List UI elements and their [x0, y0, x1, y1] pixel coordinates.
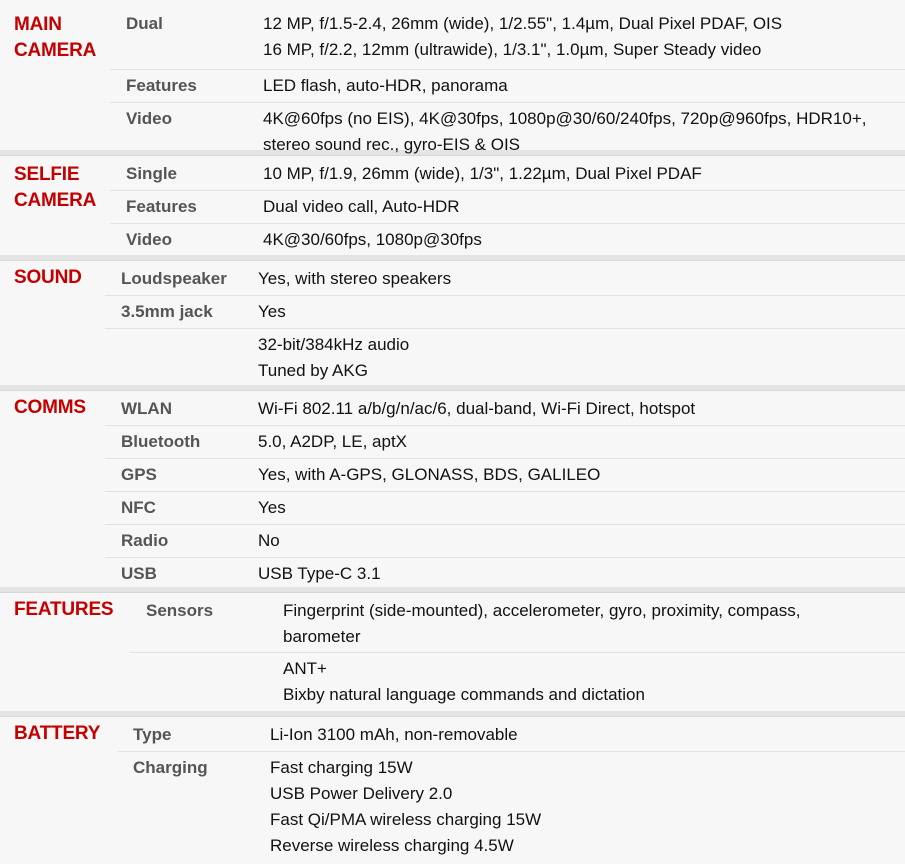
spec-row — [105, 458, 905, 491]
section-sound — [0, 260, 905, 385]
spec-label: USB — [121, 564, 157, 583]
spec-row — [117, 719, 905, 751]
spec-row — [110, 102, 905, 160]
spec-value: ANT+ Bixby natural language commands and dictation — [283, 659, 645, 704]
spec-row — [105, 295, 905, 328]
spec-row — [110, 69, 905, 102]
category-title: SELFIE CAMERA — [14, 164, 97, 211]
spec-value: Dual video call, Auto-HDR — [263, 197, 460, 216]
spec-label: Charging — [133, 758, 208, 777]
spec-row — [130, 595, 905, 652]
spec-row — [105, 263, 905, 295]
spec-label: Radio — [121, 531, 169, 550]
spec-row — [105, 425, 905, 458]
spec-row — [105, 393, 905, 425]
spec-label — [105, 329, 258, 386]
category-title: MAIN CAMERA — [14, 14, 97, 61]
spec-label: 3.5mm jack — [121, 302, 213, 321]
spec-value: Fast charging 15W USB Power Delivery 2.0 Fast Qi/PMA wireless charging 15W Reverse wireless charging 4.5W — [270, 758, 542, 855]
spec-value: Fingerprint (side-mounted), accelerometer, gyro, proximity, compass, barometer — [283, 601, 801, 646]
spec-value: Yes — [258, 302, 286, 321]
spec-label: GPS — [121, 465, 157, 484]
spec-value: 10 MP, f/1.9, 26mm (wide), 1/3", 1.22µm, Dual Pixel PDAF — [263, 164, 702, 183]
spec-row — [110, 8, 905, 69]
section-features — [0, 592, 905, 711]
section-comms — [0, 390, 905, 587]
spec-value: Yes, with stereo speakers — [258, 269, 452, 288]
spec-row — [130, 652, 905, 710]
spec-value: No — [258, 531, 280, 550]
spec-value: 4K@30/60fps, 1080p@30fps — [263, 230, 482, 249]
spec-label: Bluetooth — [121, 432, 201, 451]
spec-value: 32-bit/384kHz audio Tuned by AKG — [258, 335, 410, 380]
category-title: SOUND — [14, 267, 82, 288]
spec-row — [110, 223, 905, 256]
spec-row — [117, 751, 905, 860]
category-title: BATTERY — [14, 723, 101, 744]
spec-value: Yes — [258, 498, 286, 517]
spec-label: Sensors — [146, 601, 214, 620]
spec-value: Wi-Fi 802.11 a/b/g/n/ac/6, dual-band, Wi-Fi Direct, hotspot — [258, 399, 696, 418]
spec-label: Video — [126, 230, 172, 249]
spec-label: Type — [133, 725, 172, 744]
category-title: COMMS — [14, 397, 86, 418]
section-selfie-camera — [0, 155, 905, 255]
section-main-camera — [0, 0, 905, 154]
spec-label: Video — [126, 109, 172, 128]
spec-label: Dual — [126, 14, 163, 33]
spec-row — [110, 158, 905, 190]
spec-label: Loudspeaker — [121, 269, 227, 288]
spec-label: Features — [126, 197, 197, 216]
spec-value: 12 MP, f/1.5-2.4, 26mm (wide), 1/2.55", 1.4µm, Dual Pixel PDAF, OIS 16 MP, f/2.2, 12mm (ultrawide), 1/3.1", 1.0µm, Super Steady video — [263, 14, 783, 59]
section-battery — [0, 716, 905, 857]
spec-label: Single — [126, 164, 178, 183]
spec-value: 4K@60fps (no EIS), 4K@30fps, 1080p@30/60/240fps, 720p@960fps, HDR10+, stereo sound rec., gyro-EIS & OIS — [263, 109, 867, 154]
spec-row — [105, 557, 905, 590]
category-title: FEATURES — [14, 599, 114, 620]
spec-row — [105, 524, 905, 557]
spec-value: USB Type-C 3.1 — [258, 564, 381, 583]
spec-label: WLAN — [121, 399, 172, 418]
spec-label: Features — [126, 76, 197, 95]
spec-row — [110, 190, 905, 223]
spec-row — [105, 328, 905, 386]
spec-value: 5.0, A2DP, LE, aptX — [258, 432, 408, 451]
spec-value: Yes, with A-GPS, GLONASS, BDS, GALILEO — [258, 465, 601, 484]
spec-value: LED flash, auto-HDR, panorama — [263, 76, 508, 95]
spec-row — [105, 491, 905, 524]
spec-label — [130, 653, 283, 710]
spec-label: NFC — [121, 498, 156, 517]
spec-value: Li-Ion 3100 mAh, non-removable — [270, 725, 518, 744]
